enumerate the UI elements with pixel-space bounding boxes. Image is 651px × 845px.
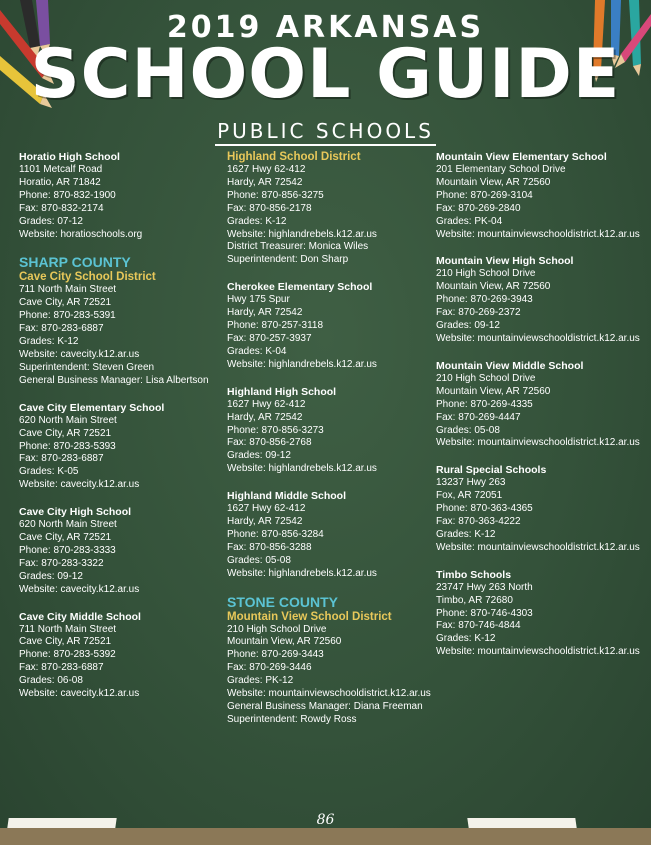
address-line: 1627 Hwy 62-412 — [227, 164, 306, 175]
school-name: Highland High School — [227, 385, 337, 398]
city-line: Mountain View, AR 72560 — [436, 281, 551, 293]
district-entry-highland — [227, 150, 432, 267]
website-line: Website: highlandrebels.k12.ar.us — [227, 567, 377, 579]
city-line: Hardy, AR 72542 — [227, 411, 303, 423]
fax-line: Fax: 870-269-2372 — [436, 307, 521, 319]
county-heading-stone: STONE COUNTY — [227, 593, 338, 610]
address-line: 201 Elementary School Drive — [436, 164, 566, 175]
city-line: Cave City, AR 72521 — [19, 532, 112, 544]
school-entry-cave-city-high — [19, 505, 224, 596]
fax-line: Fax: 870-283-6887 — [19, 453, 104, 465]
fax-line: Fax: 870-269-3446 — [227, 662, 312, 674]
address-line: 23747 Hwy 263 North — [436, 581, 533, 593]
grades-line: Grades: 06-08 — [19, 675, 83, 687]
city-line: Horatio, AR 71842 — [19, 176, 101, 188]
business-manager-line: General Business Manager: Lisa Albertson — [19, 374, 209, 386]
school-name: Cave City Elementary School — [19, 401, 165, 414]
school-name: Mountain View Middle School — [436, 359, 584, 372]
fax-line: Fax: 870-269-4447 — [436, 411, 521, 423]
superintendent-line: Superintendent: Don Sharp — [227, 254, 349, 266]
district-entry-mountain-view — [227, 610, 432, 727]
city-line: Mountain View, AR 72560 — [436, 385, 551, 397]
phone-line: Phone: 870-269-3443 — [227, 649, 324, 661]
school-name: Mountain View High School — [436, 255, 574, 268]
county-heading-sharp: SHARP COUNTY — [19, 254, 131, 271]
column-1 — [19, 150, 224, 714]
district-entry-cave-city — [19, 270, 224, 387]
address-line: 1101 Metcalf Road — [19, 164, 103, 175]
address-line: 1627 Hwy 62-412 — [227, 503, 306, 515]
website-line: Website: mountainviewschooldistrict.k12.ar.us — [436, 646, 640, 658]
fax-line: Fax: 870-856-2178 — [227, 202, 312, 214]
fax-line: Fax: 870-257-3937 — [227, 332, 312, 344]
address-line: 711 North Main Street — [19, 284, 117, 296]
grades-line: Grades: 09-12 — [227, 450, 291, 462]
address-line: 1627 Hwy 62-412 — [227, 398, 306, 410]
school-name: Timbo Schools — [436, 568, 512, 581]
phone-line: Phone: 870-269-3943 — [436, 294, 533, 306]
website-line: Website: highlandrebels.k12.ar.us — [227, 463, 377, 475]
grades-line: Grades: 05-08 — [227, 554, 291, 566]
website-line: Website: mountainviewschooldistrict.k12.ar.us — [436, 228, 640, 240]
fax-line: Fax: 870-832-2174 — [19, 202, 104, 214]
phone-line: Phone: 870-363-4365 — [436, 503, 533, 515]
fax-line: Fax: 870-283-6887 — [19, 662, 104, 674]
website-line: Website: cavecity.k12.ar.us — [19, 688, 140, 700]
main-title: SCHOOL GUIDE — [30, 35, 621, 114]
city-line: Hardy, AR 72542 — [227, 516, 303, 528]
fax-line: Fax: 870-363-4222 — [436, 516, 521, 528]
address-line: 620 North Main Street — [19, 519, 117, 531]
phone-line: Phone: 870-283-5391 — [19, 310, 116, 322]
grades-line: Grades: 05-08 — [436, 424, 500, 436]
phone-line: Phone: 870-257-3118 — [227, 320, 324, 332]
year-title: 2019 ARKANSAS — [166, 10, 485, 45]
chalkboard-tray — [0, 828, 651, 845]
school-entry-highland-middle — [227, 489, 432, 580]
website-line: Website: cavecity.k12.ar.us — [19, 348, 140, 360]
phone-line: Phone: 870-283-3333 — [19, 544, 116, 556]
city-line: Cave City, AR 72521 — [19, 297, 112, 309]
grades-line: Grades: 09-12 — [436, 320, 500, 332]
district-name: Mountain View School District — [227, 610, 392, 623]
school-name: Cherokee Elementary School — [227, 281, 373, 294]
grades-line: Grades: PK-04 — [436, 215, 503, 227]
grades-line: Grades: K-05 — [19, 466, 79, 478]
website-line: Website: highlandrebels.k12.ar.us — [227, 228, 377, 240]
business-manager-line: General Business Manager: Diana Freeman — [227, 701, 423, 712]
district-name: Cave City School District — [19, 271, 156, 284]
school-name: Cave City Middle School — [19, 610, 141, 623]
website-line: Website: mountainviewschooldistrict.k12.ar.us — [227, 688, 431, 700]
city-line: Mountain View, AR 72560 — [227, 636, 342, 648]
phone-line: Phone: 870-746-4303 — [436, 607, 533, 619]
school-entry-mountain-view-elementary — [436, 150, 641, 241]
grades-line: Grades: K-04 — [227, 345, 287, 357]
phone-line: Phone: 870-269-3104 — [436, 189, 533, 201]
city-line: Mountain View, AR 72560 — [436, 176, 551, 188]
school-entry-cave-city-middle — [19, 610, 224, 701]
address-line: 711 North Main Street — [19, 623, 117, 635]
school-entry-horatio-high — [19, 150, 224, 241]
school-entry-timbo — [436, 568, 641, 659]
treasurer-line: District Treasurer: Monica Wiles — [227, 241, 369, 253]
school-entry-cave-city-elementary — [19, 401, 224, 492]
grades-line: Grades: K-12 — [227, 215, 287, 227]
grades-line: Grades: 09-12 — [19, 570, 83, 582]
page-number: 86 — [316, 812, 335, 828]
website-line: Website: mountainviewschooldistrict.k12.ar.us — [436, 541, 640, 553]
website-line: Website: mountainviewschooldistrict.k12.ar.us — [436, 437, 640, 449]
school-entry-rural-special — [436, 463, 641, 554]
section-subtitle: PUBLIC SCHOOLS — [0, 119, 651, 143]
column-2 — [227, 150, 432, 740]
city-line: Cave City, AR 72521 — [19, 427, 112, 439]
school-name: Horatio High School — [19, 151, 120, 163]
school-entry-mountain-view-middle — [436, 359, 641, 450]
website-line: Website: cavecity.k12.ar.us — [19, 583, 140, 595]
district-name: Highland School District — [227, 151, 361, 163]
fax-line: Fax: 870-283-3322 — [19, 557, 104, 569]
city-line: Hardy, AR 72542 — [227, 307, 303, 319]
column-3 — [436, 150, 641, 672]
grades-line: Grades: PK-12 — [227, 675, 294, 687]
website-line: Website: cavecity.k12.ar.us — [19, 479, 140, 491]
address-line: 210 High School Drive — [436, 268, 536, 280]
address-line: 13237 Hwy 263 — [436, 477, 506, 489]
city-line: Hardy, AR 72542 — [227, 176, 303, 188]
address-line: 620 North Main Street — [19, 414, 117, 426]
phone-line: Phone: 870-856-3275 — [227, 189, 324, 201]
school-entry-highland-high — [227, 385, 432, 476]
school-entry-cherokee-elementary — [227, 280, 432, 371]
school-name: Rural Special Schools — [436, 464, 547, 477]
address-line: 210 High School Drive — [227, 623, 327, 635]
school-name: Cave City High School — [19, 506, 132, 519]
school-name: Mountain View Elementary School — [436, 151, 607, 163]
fax-line: Fax: 870-283-6887 — [19, 323, 104, 335]
phone-line: Phone: 870-283-5392 — [19, 649, 116, 661]
school-name: Highland Middle School — [227, 490, 346, 503]
fax-line: Fax: 870-856-3288 — [227, 541, 312, 553]
website-line: Website: horatioschools.org — [19, 228, 143, 240]
phone-line: Phone: 870-283-5393 — [19, 440, 116, 452]
website-line: Website: highlandrebels.k12.ar.us — [227, 358, 377, 370]
website-line: Website: mountainviewschooldistrict.k12.ar.us — [436, 332, 640, 344]
address-line: Hwy 175 Spur — [227, 294, 290, 306]
address-line: 210 High School Drive — [436, 372, 536, 384]
phone-line: Phone: 870-269-4335 — [436, 398, 533, 410]
fax-line: Fax: 870-746-4844 — [436, 620, 521, 632]
phone-line: Phone: 870-856-3273 — [227, 424, 324, 436]
school-entry-mountain-view-high — [436, 254, 641, 345]
city-line: Cave City, AR 72521 — [19, 636, 112, 648]
grades-line: Grades: 07-12 — [19, 215, 83, 227]
city-line: Timbo, AR 72680 — [436, 594, 513, 606]
grades-line: Grades: K-12 — [436, 528, 496, 540]
phone-line: Phone: 870-856-3284 — [227, 528, 324, 540]
fax-line: Fax: 870-856-2768 — [227, 437, 312, 449]
grades-line: Grades: K-12 — [19, 336, 79, 348]
superintendent-line: Superintendent: Steven Green — [19, 361, 155, 373]
grades-line: Grades: K-12 — [436, 633, 496, 645]
fax-line: Fax: 870-269-2840 — [436, 202, 521, 214]
city-line: Fox, AR 72051 — [436, 490, 503, 502]
superintendent-line: Superintendent: Rowdy Ross — [227, 713, 357, 725]
phone-line: Phone: 870-832-1900 — [19, 189, 116, 201]
